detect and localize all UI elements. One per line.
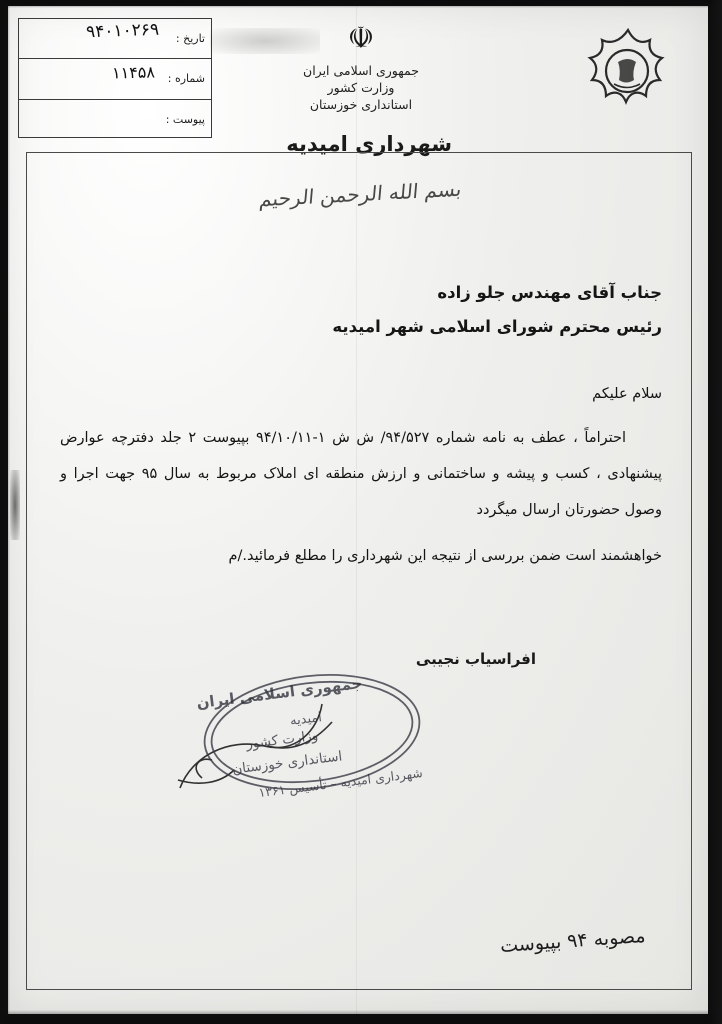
number-label: شماره : bbox=[167, 72, 205, 86]
bismillah-text: بسم الله الرحمن الرحیم bbox=[258, 176, 464, 212]
org-line-country: جمهوری اسلامی ایران bbox=[303, 63, 419, 78]
scan-edge-bottom bbox=[0, 1010, 722, 1024]
scan-edge-top bbox=[0, 0, 722, 8]
stamp-line-3: وزارت کشور bbox=[245, 727, 319, 753]
scan-smudge-top bbox=[210, 28, 320, 54]
addressee-line-2: رئیس محترم شورای اسلامی شهر امیدیه bbox=[332, 317, 662, 336]
date-label: تاریخ : bbox=[175, 32, 205, 46]
date-value: ۹۴۰۱۰۲۶۹ bbox=[85, 19, 160, 43]
scan-smudge-left bbox=[10, 470, 20, 540]
omidiyeh-municipality-logo-icon bbox=[580, 26, 676, 122]
stamp-line-1: جمهوری اسلامی ایران bbox=[195, 673, 364, 713]
scan-edge-left bbox=[0, 0, 10, 1024]
emblem-glyph: ☫ bbox=[347, 21, 375, 56]
scan-edge-right bbox=[710, 0, 722, 1024]
closing-line: خواهشمند است ضمن بررسی از نتیجه این شهرداری را مطلع فرمائید./م bbox=[228, 548, 662, 564]
stamp-line-2: امیدیه bbox=[289, 710, 323, 729]
body-paragraph bbox=[60, 420, 662, 528]
addressee-line-1: جناب آقای مهندس جلو زاده bbox=[437, 283, 662, 302]
letter-body bbox=[60, 276, 662, 572]
handwritten-footer-note: مصوبه ۹۴ بپیوست bbox=[499, 924, 647, 958]
attachment-label: پیوست : bbox=[165, 112, 205, 126]
bismillah-heading bbox=[0, 176, 722, 212]
stamp-line-4: استانداری خوزستان bbox=[231, 748, 344, 778]
greeting-line: سلام علیکم bbox=[592, 386, 662, 402]
official-stamp bbox=[172, 660, 442, 805]
org-line-province: استانداری خوزستان bbox=[309, 97, 413, 112]
stamp-line-5: شهرداری امیدیه – تأسیس ۱۳۶۱ bbox=[257, 764, 424, 801]
org-line-ministry: وزارت کشور bbox=[327, 80, 395, 95]
signature-name: افراسیاب نجیبی bbox=[415, 650, 536, 668]
body-paragraph-text: احتراماً ، عطف به نامه شماره ۹۴/۵۲۷/ ش ش ۱-۹۴/۱۰/۱۱ بپیوست ۲ جلد دفترچه عوارض پیشنهادی ، کسب و پیشه و ساختمانی و ارزش منطقه ای املاک مربوط به سال ۹۵ جهت اجرا و وصول حضورتان ارسال میگردد bbox=[60, 430, 662, 518]
municipality-title: شهرداری امیدیه bbox=[286, 132, 452, 156]
number-value: ۱۱۴۵۸ bbox=[111, 62, 156, 83]
